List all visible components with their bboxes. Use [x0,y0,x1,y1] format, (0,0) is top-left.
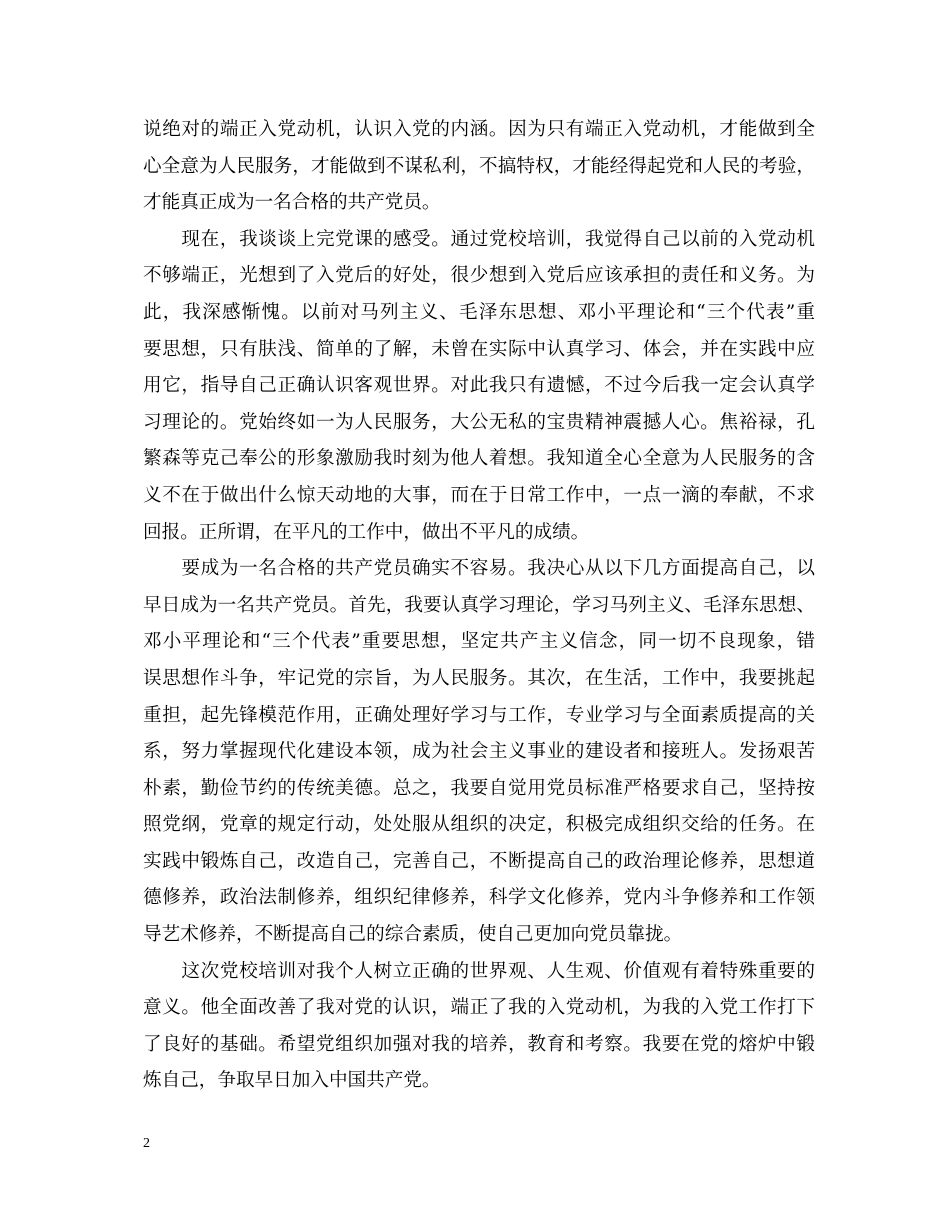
text-line: 用它，指导自己正确认识客观世界。对此我只有遗憾，不过今后我一定会认真学 [143,375,815,397]
text-line: 导艺术修养，不断提高自己的综合素质，使自己更加向党员靠拢。 [143,924,683,946]
text-line: 义不在于做出什么惊天动地的大事，而在于日常工作中，一点一滴的奉献，不求 [143,484,815,506]
text-line: 现在，我谈谈上完党课的感受。通过党校培训，我觉得自己以前的入党动机 [143,228,815,250]
text-line: 朴素，勤俭节约的传统美德。总之，我要自觉用党员标准严格要求自己，坚持按 [143,777,815,799]
text-line: 早日成为一名共产党员。首先，我要认真学习理论，学习马列主义、毛泽东思想、 [143,594,815,616]
text-line: 不够端正，光想到了入党后的好处，很少想到入党后应该承担的责任和义务。为 [143,265,815,287]
text-line: 才能真正成为一名合格的共产党员。 [143,192,441,214]
text-line: 回报。正所谓，在平凡的工作中，做出不平凡的成绩。 [143,521,590,543]
text-line: 心全意为人民服务，才能做到不谋私利，不搞特权，才能经得起党和人民的考验， [143,155,815,177]
text-line: 要成为一名合格的共产党员确实不容易。我决心从以下几方面提高自己，以 [143,558,815,580]
text-line: 德修养，政治法制修养，组织纪律修养，科学文化修养，党内斗争修养和工作领 [143,887,815,909]
text-line: 误思想作斗争，牢记党的宗旨，为人民服务。其次，在生活，工作中，我要挑起 [143,667,815,689]
text-line: 要思想，只有肤浅、简单的了解，未曾在实际中认真学习、体会，并在实践中应 [143,338,815,360]
text-line: 繁森等克己奉公的形象激励我时刻为他人着想。我知道全心全意为人民服务的含 [143,448,815,470]
text-line: 重担，起先锋模范作用，正确处理好学习与工作，专业学习与全面素质提高的关 [143,704,815,726]
text-line: 这次党校培训对我个人树立正确的世界观、人生观、价值观有着特殊重要的 [143,960,815,982]
text-line: 照党纲，党章的规定行动，处处服从组织的决定，积极完成组织交给的任务。在 [143,814,815,836]
text-line: 邓小平理论和“三个代表”重要思想，坚定共产主义信念，同一切不良现象，错 [143,631,815,653]
text-line: 习理论的。党始终如一为人民服务，大公无私的宝贵精神震撼人心。焦裕禄，孔 [143,411,815,433]
text-line: 此，我深感惭愧。以前对马列主义、毛泽东思想、邓小平理论和“三个代表”重 [143,301,815,323]
page-number: 2 [143,1136,150,1151]
text-line: 意义。他全面改善了我对党的认识，端正了我的入党动机，为我的入党工作打下 [143,997,815,1019]
text-line: 说绝对的端正入党动机，认识入党的内涵。因为只有端正入党动机，才能做到全 [143,119,815,140]
text-line: 实践中锻炼自己，改造自己，完善自己，不断提高自己的政治理论修养，思想道 [143,850,815,872]
text-line: 炼自己，争取早日加入中国共产党。 [143,1070,441,1092]
text-line: 系，努力掌握现代化建设本领，成为社会主义事业的建设者和接班人。发扬艰苦 [143,741,815,763]
text-line: 了良好的基础。希望党组织加强对我的培养，教育和考察。我要在党的熔炉中锻 [143,1033,815,1055]
body-text [143,112,815,1100]
